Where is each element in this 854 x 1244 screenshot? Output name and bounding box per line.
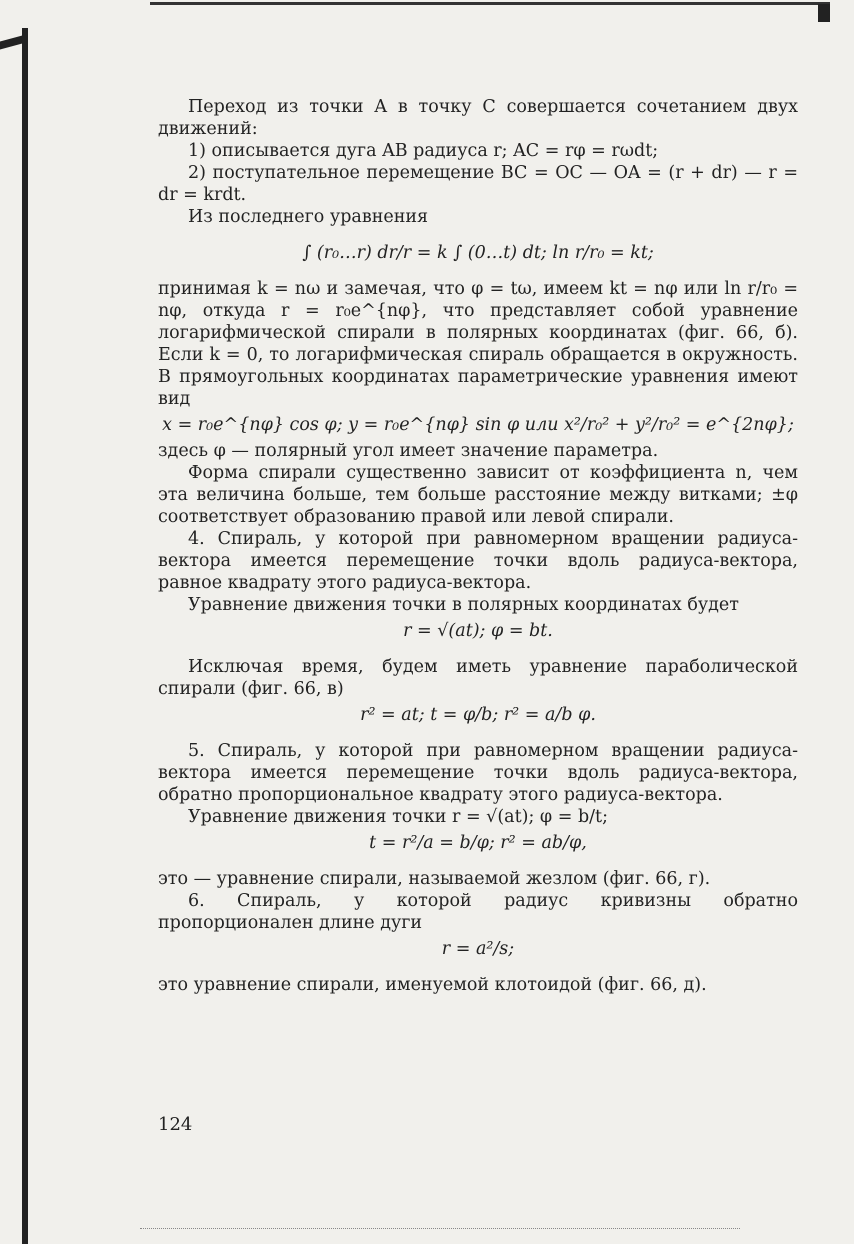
paragraph: 5. Спираль, у которой при равномерном вращении радиуса-вектора имеется перемещение точки вдоль радиуса-вектора, обратно пропорциональное квадрату этого радиуса-вектора.: [158, 741, 798, 805]
top-border: [150, 2, 830, 17]
paragraph: это уравнение спирали, именуемой клотоидой (фиг. 66, д).: [158, 975, 707, 995]
paragraph: Исключая время, будем иметь уравнение параболической спирали (фиг. 66, в): [158, 657, 798, 699]
paragraph: 4. Спираль, у которой при равномерном вращении радиуса-вектора имеется перемещение точки вдоль радиуса-вектора, равное квадрату этого радиуса-вектора.: [158, 529, 798, 593]
paragraph: Форма спирали существенно зависит от коэффициента n, чем эта величина больше, тем больше расстояние между витками; ±φ соответствует образованию правой или левой спирали.: [158, 463, 798, 527]
paragraph: это — уравнение спирали, называемой жезлом (фиг. 66, г).: [158, 869, 711, 889]
paragraph: 6. Спираль, у которой радиус кривизны обратно пропорционален длине дуги: [158, 891, 798, 933]
paragraph: принимая k = nω и замечая, что φ = tω, имеем kt = nφ или ln r/r₀ = nφ, откуда r = r₀e^{nφ}, что представляет собой уравнение логарифмической спирали в полярных координатах (фиг. 66, б). Если k = 0, то логарифмическая спираль обращается в окружность. В прямоугольных координатах параметрические уравнения имеют вид: [158, 279, 798, 409]
equation: r² = at; t = φ/b; r² = a/b φ.: [360, 705, 596, 725]
top-right-mark: [818, 4, 830, 22]
left-page-edge: [0, 18, 30, 1244]
paragraph: Переход из точки A в точку C совершается сочетанием двух движений:: [158, 97, 798, 139]
paragraph: Из последнего уравнения: [188, 207, 429, 227]
paragraph: здесь φ — полярный угол имеет значение параметра.: [158, 441, 659, 461]
paragraph: Уравнение движения точки r = √(at); φ = b/t;: [188, 807, 608, 827]
equation: t = r²/a = b/φ; r² = ab/φ,: [369, 833, 587, 853]
equation: r = a²/s;: [441, 939, 515, 959]
equation: ∫ (r₀…r) dr/r = k ∫ (0…t) dt; ln r/r₀ = kt;: [302, 243, 654, 263]
bottom-scan-line: [140, 1228, 740, 1231]
equation: r = √(at); φ = bt.: [403, 621, 553, 641]
page-number: 124: [158, 1114, 193, 1135]
paragraph: 2) поступательное перемещение BC = OC — OA = (r + dr) — r = dr = krdt.: [158, 163, 798, 205]
paragraph: Уравнение движения точки в полярных координатах будет: [188, 595, 739, 615]
equation: x = r₀e^{nφ} cos φ; y = r₀e^{nφ} sin φ или x²/r₀² + y²/r₀² = e^{2nφ};: [162, 415, 794, 435]
paragraph: 1) описывается дуга AB радиуса r; AC = rφ = rωdt;: [188, 141, 659, 161]
page-body: [158, 96, 798, 996]
